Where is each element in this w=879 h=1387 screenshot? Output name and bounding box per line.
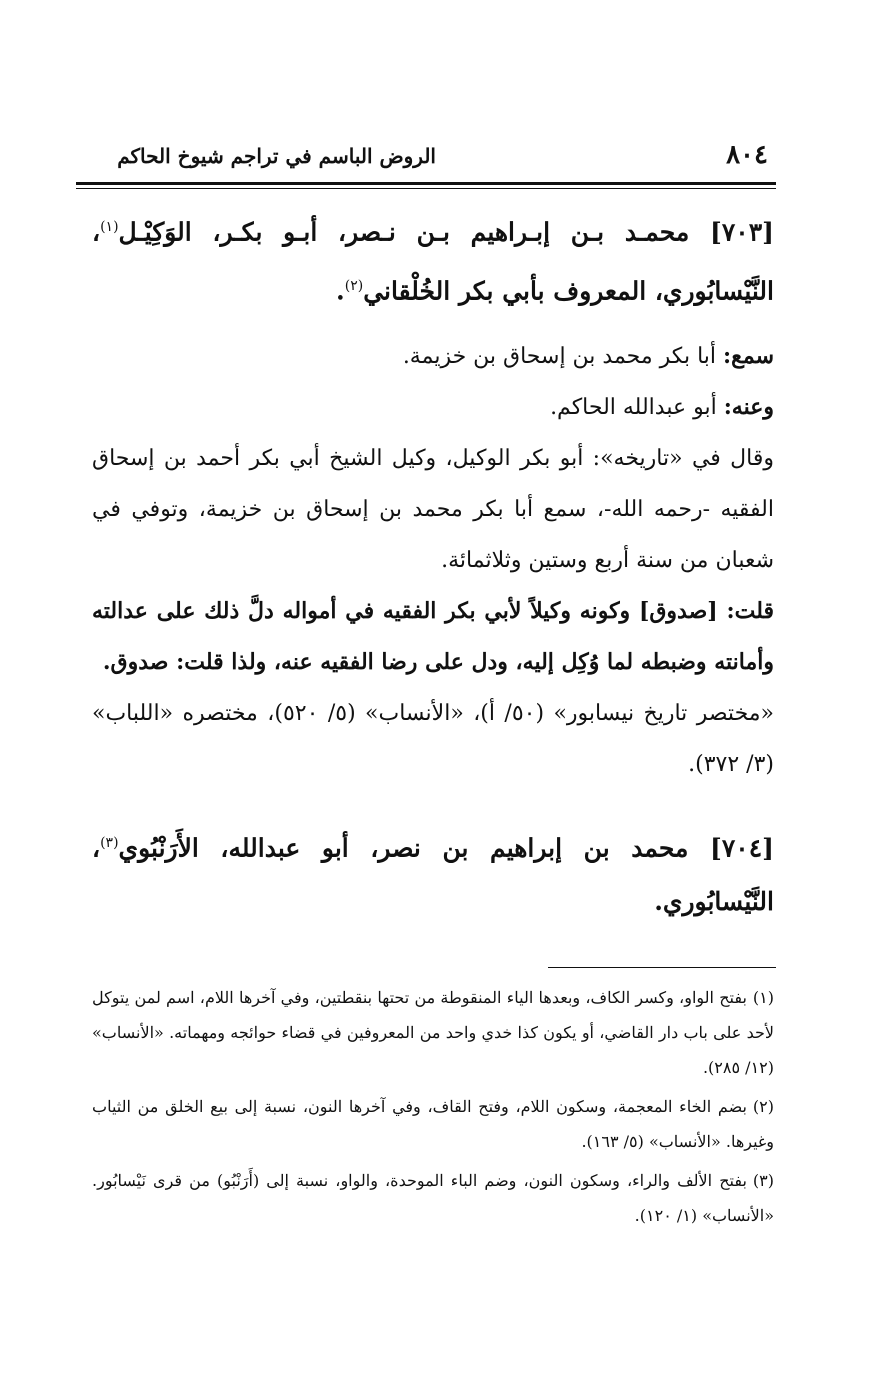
footnote-ref[interactable]: (٢) (344, 278, 364, 295)
from-label: وعنه: (723, 393, 774, 420)
entry-703-heading (92, 200, 774, 319)
header-rule (76, 182, 776, 185)
footnote-ref[interactable]: (٣) (100, 834, 119, 851)
footnote-number: (٢) (752, 1097, 774, 1116)
header-rule-thin (76, 188, 776, 189)
footnote-separator (548, 967, 776, 968)
entry-704-heading (92, 816, 774, 929)
footnote-1 (92, 980, 774, 1085)
footnote-text: بفتح الواو، وكسر الكاف، وبعدها الياء المنقوطة من تحتها بنقطتين، وفي آخرها اللام، اسم لمن يتوكل لأحد على باب دار القاضي، أو يكون كذا خدي واحد من المعروفين في قضاء حوائجه ومهماته. «الأنساب» (١٢/ ٢٨٥). (92, 988, 774, 1077)
footnote-3 (92, 1163, 774, 1233)
page-number: ٨٠٤ (726, 140, 768, 170)
narrated-by-line (92, 382, 774, 433)
heard-label: سمع: (723, 342, 774, 369)
heard-text: أبا بكر محمد بن إسحاق بن خزيمة. (402, 343, 717, 369)
main-text (92, 200, 774, 941)
entry-name-continued: ، النَّيْسابُوري. (92, 832, 774, 916)
footnote-number: (٣) (752, 1171, 774, 1190)
footnote-text: بفتح الألف والراء، وسكون النون، وضم الباء الموحدة، والواو، نسبة إلى (أَرَنْبُو) من قرى نَيْسابُور. «الأنساب» (١/ ١٢٠). (92, 1171, 774, 1225)
heard-from-line (92, 331, 774, 382)
entry-name-end: . (336, 276, 345, 306)
footnote-number: (١) (752, 988, 774, 1007)
entry-name: محمد بن إبراهيم بن نصر، أبو عبدالله، الأَرَنْبُوي (118, 832, 689, 862)
entry-name-continued: ، النَّيْسابُوري، المعروف بأبي بكر الخُلْقاني (92, 217, 774, 306)
author-verdict: قلت: [صدوق] وكونه وكيلاً لأبي بكر الفقيه في أمواله دلَّ ذلك على عدالته وأمانته وضبطه لما وُكِل إليه، ودل على رضا الفقيه عنه، ولذا قلت: صدوق. (92, 597, 774, 675)
from-text: أبو عبدالله الحاكم. (550, 394, 717, 420)
footnote-2 (92, 1089, 774, 1159)
history-quote: وقال في «تاريخه»: أبو بكر الوكيل، وكيل الشيخ أبي بكر أحمد بن إسحاق الفقيه -رحمه الله-، سمع أبا بكر محمد بن إسحاق بن خزيمة، وتوفي في شعبان من سنة أربع وستين وثلاثمائة. (92, 445, 774, 573)
entry-number: [٧٠٤] (710, 832, 774, 862)
footnote-text: بضم الخاء المعجمة، وسكون اللام، وفتح القاف، وفي آخرها النون، نسبة إلى بيع الخلق من الثياب وغيرها. «الأنساب» (٥/ ١٦٣). (92, 1097, 774, 1151)
footnote-ref[interactable]: (١) (100, 219, 119, 235)
sources-line: «مختصر تاريخ نيسابور» (٥٠/ أ)، «الأنساب» (٥/ ٥٢٠)، مختصره «اللباب» (٣/ ٣٧٢). (92, 700, 775, 777)
entry-number: [٧٠٣] (710, 217, 774, 247)
running-header (76, 138, 776, 178)
entry-name: محمـد بـن إبـراهيم بـن نـصر، أبـو بكـر، الوَكِيْـل (118, 217, 690, 247)
footnotes (92, 980, 774, 1237)
running-title: الروض الباسم في تراجم شيوخ الحاكم (117, 144, 436, 168)
